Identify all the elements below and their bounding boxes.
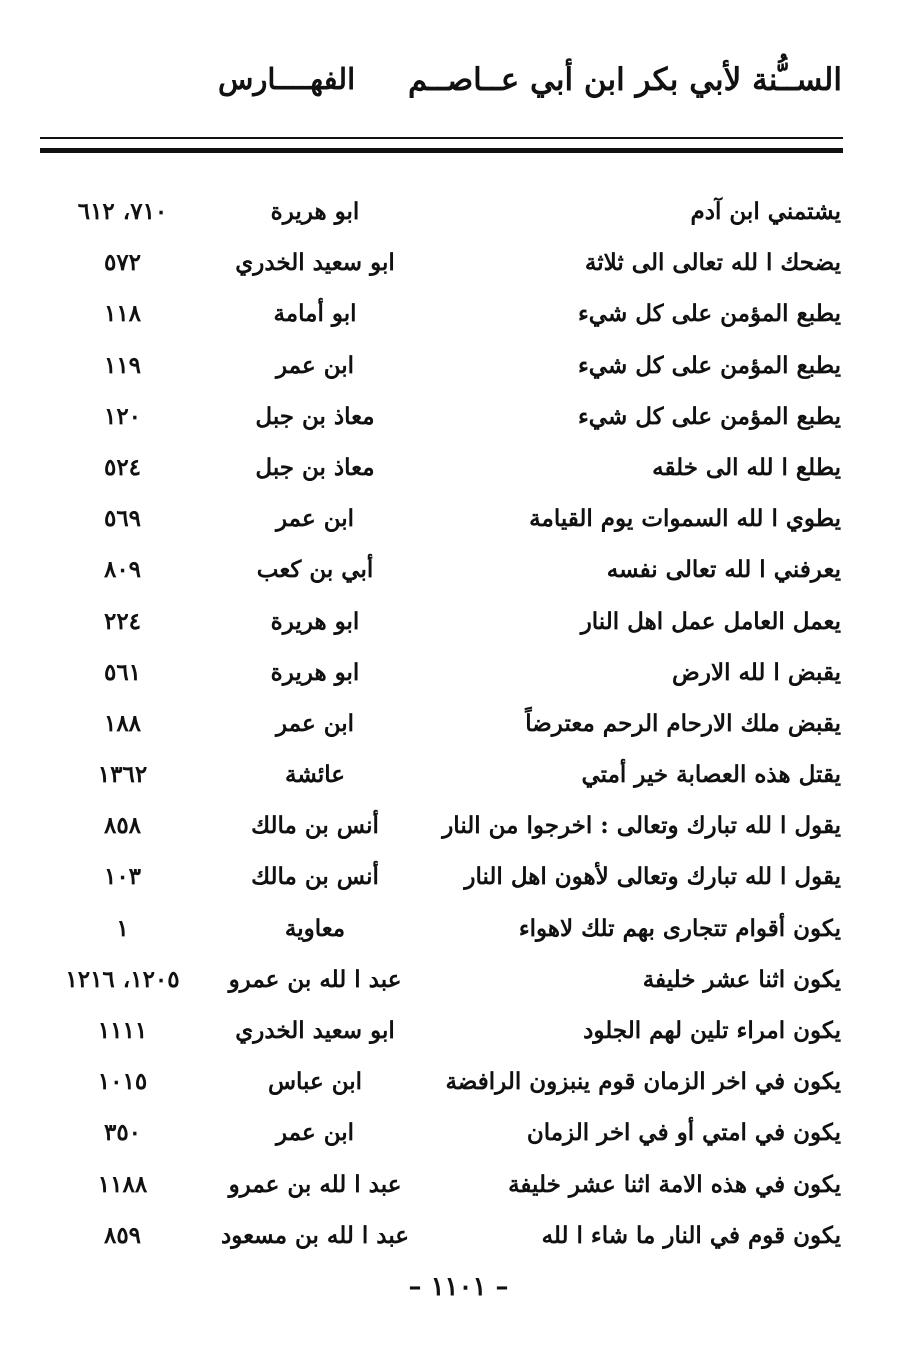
index-row (40, 1159, 843, 1210)
index-row (40, 1210, 843, 1261)
hadith-number: ٥٦٩ (103, 505, 142, 533)
hadith-text: يطبع المؤمن على كل شيء (577, 351, 841, 379)
page-number: – ١١٠١ – (408, 1272, 509, 1302)
narrator-name: ابو هريرة (270, 658, 360, 686)
index-row (40, 186, 843, 237)
section-title: الفهــــارس (218, 62, 356, 96)
index-row (40, 391, 843, 442)
hadith-number: ١١١١ (97, 1017, 148, 1044)
narrator-name: ابن عمر (275, 505, 355, 533)
index-row (40, 237, 843, 288)
hadith-text: يكون قوم في النار ما شاء ا لله (541, 1221, 841, 1249)
narrator-name: معاذ بن جبل (255, 402, 375, 430)
narrator-name: عبد ا لله بن مسعود (220, 1221, 410, 1249)
narrator-name: ابن عمر (275, 709, 355, 737)
narrator-name: ابو هريرة (270, 607, 360, 635)
hadith-text: يقبض ملك الارحام الرحم معترضاً (525, 709, 841, 737)
hadith-text: يكون في امتي أو في اخر الزمان (526, 1119, 841, 1147)
hadith-number: ١ (116, 914, 129, 942)
index-row (40, 1005, 843, 1056)
narrator-name: ابو سعيد الخدري (235, 249, 395, 277)
index-row (40, 903, 843, 954)
narrator-name: ابو هريرة (270, 198, 360, 225)
index-row (40, 698, 843, 749)
index-row (40, 1056, 843, 1107)
hadith-text: يشتمني ابن آدم (690, 198, 841, 225)
narrator-name: أبي بن كعب (256, 556, 374, 584)
narrator-name: ابو أمامة (273, 300, 357, 328)
hadith-number: ٨٥٩ (103, 1221, 142, 1249)
hadith-text: يقتل هذه العصابة خير أمتي (581, 761, 841, 789)
hadith-text: يقول ا لله تبارك وتعالى لأهون اهل النار (464, 863, 841, 891)
index-row (40, 493, 843, 544)
narrator-name: ابن عباس (267, 1068, 363, 1096)
hadith-text: يكون في هذه الامة اثنا عشر خليفة (508, 1170, 841, 1198)
hadith-number: ١٠١٥ (97, 1068, 148, 1096)
narrator-name: ابن عمر (275, 1119, 355, 1147)
narrator-name: عائشة (285, 761, 345, 789)
hadith-number: ١٢٠٥، ١٢١٦ (65, 965, 180, 993)
hadith-text: يعمل العامل عمل اهل النار (580, 607, 841, 635)
book-title: الســُّنة لأبي بكر ابن أبي عــاصــم (408, 62, 842, 98)
narrator-name: أنس بن مالك (251, 863, 379, 891)
hadith-text: يكون في اخر الزمان قوم ينبزون الرافضة (445, 1068, 841, 1096)
hadith-number: ١١٩ (103, 351, 142, 379)
hadith-number: ١٣٦٢ (97, 761, 148, 789)
narrator-name: معاوية (284, 914, 346, 942)
hadith-text: يقول ا لله تبارك وتعالى : اخرجوا من النار (442, 812, 841, 840)
index-row (40, 851, 843, 902)
hadith-number: ٣٥٠ (103, 1119, 142, 1147)
hadith-text: يعرفني ا لله تعالى نفسه (606, 556, 841, 584)
hadith-text: يطوي ا لله السموات يوم القيامة (529, 505, 841, 533)
hadith-number: ٨٥٨ (103, 812, 142, 840)
hadith-number: ٨٠٩ (103, 556, 142, 584)
hadith-text: يكون امراء تلين لهم الجلود (583, 1017, 841, 1044)
hadith-number: ٥٢٤ (103, 453, 142, 481)
narrator-name: ابن عمر (275, 351, 355, 379)
header-divider-thick (40, 148, 843, 153)
index-row (40, 340, 843, 391)
index-row (40, 749, 843, 800)
hadith-index-table (40, 186, 843, 1261)
hadith-text: يكون أقوام تتجارى بهم تلك لاهواء (518, 914, 841, 942)
index-row (40, 800, 843, 851)
hadith-number: ١١٨ (103, 300, 142, 328)
header-divider-thin (40, 137, 843, 139)
hadith-number: ١٠٣ (103, 863, 142, 891)
hadith-text: يضحك ا لله تعالى الى ثلاثة (584, 249, 841, 277)
index-row (40, 1107, 843, 1158)
index-row (40, 596, 843, 647)
hadith-text: يطبع المؤمن على كل شيء (577, 300, 841, 328)
hadith-number: ٥٦١ (103, 658, 142, 686)
hadith-number: ١٨٨ (103, 709, 142, 737)
hadith-number: ٥٧٢ (103, 249, 142, 277)
index-row (40, 442, 843, 493)
narrator-name: أنس بن مالك (251, 812, 379, 840)
hadith-text: يطبع المؤمن على كل شيء (577, 402, 841, 430)
index-row (40, 544, 843, 595)
index-row (40, 288, 843, 339)
narrator-name: عبد ا لله بن عمرو (228, 1170, 402, 1198)
narrator-name: معاذ بن جبل (255, 453, 375, 481)
narrator-name: ابو سعيد الخدري (235, 1017, 395, 1044)
hadith-text: يكون اثنا عشر خليفة (642, 965, 841, 993)
hadith-number: ١٢٠ (103, 402, 142, 430)
index-row (40, 647, 843, 698)
hadith-text: يطلع ا لله الى خلقه (652, 453, 841, 481)
hadith-number: ٢٢٤ (103, 607, 142, 635)
narrator-name: عبد ا لله بن عمرو (228, 965, 402, 993)
hadith-number: ٧١٠، ٦١٢ (77, 198, 168, 225)
index-row (40, 954, 843, 1005)
hadith-text: يقبض ا لله الارض (672, 658, 841, 686)
hadith-number: ١١٨٨ (97, 1170, 148, 1198)
